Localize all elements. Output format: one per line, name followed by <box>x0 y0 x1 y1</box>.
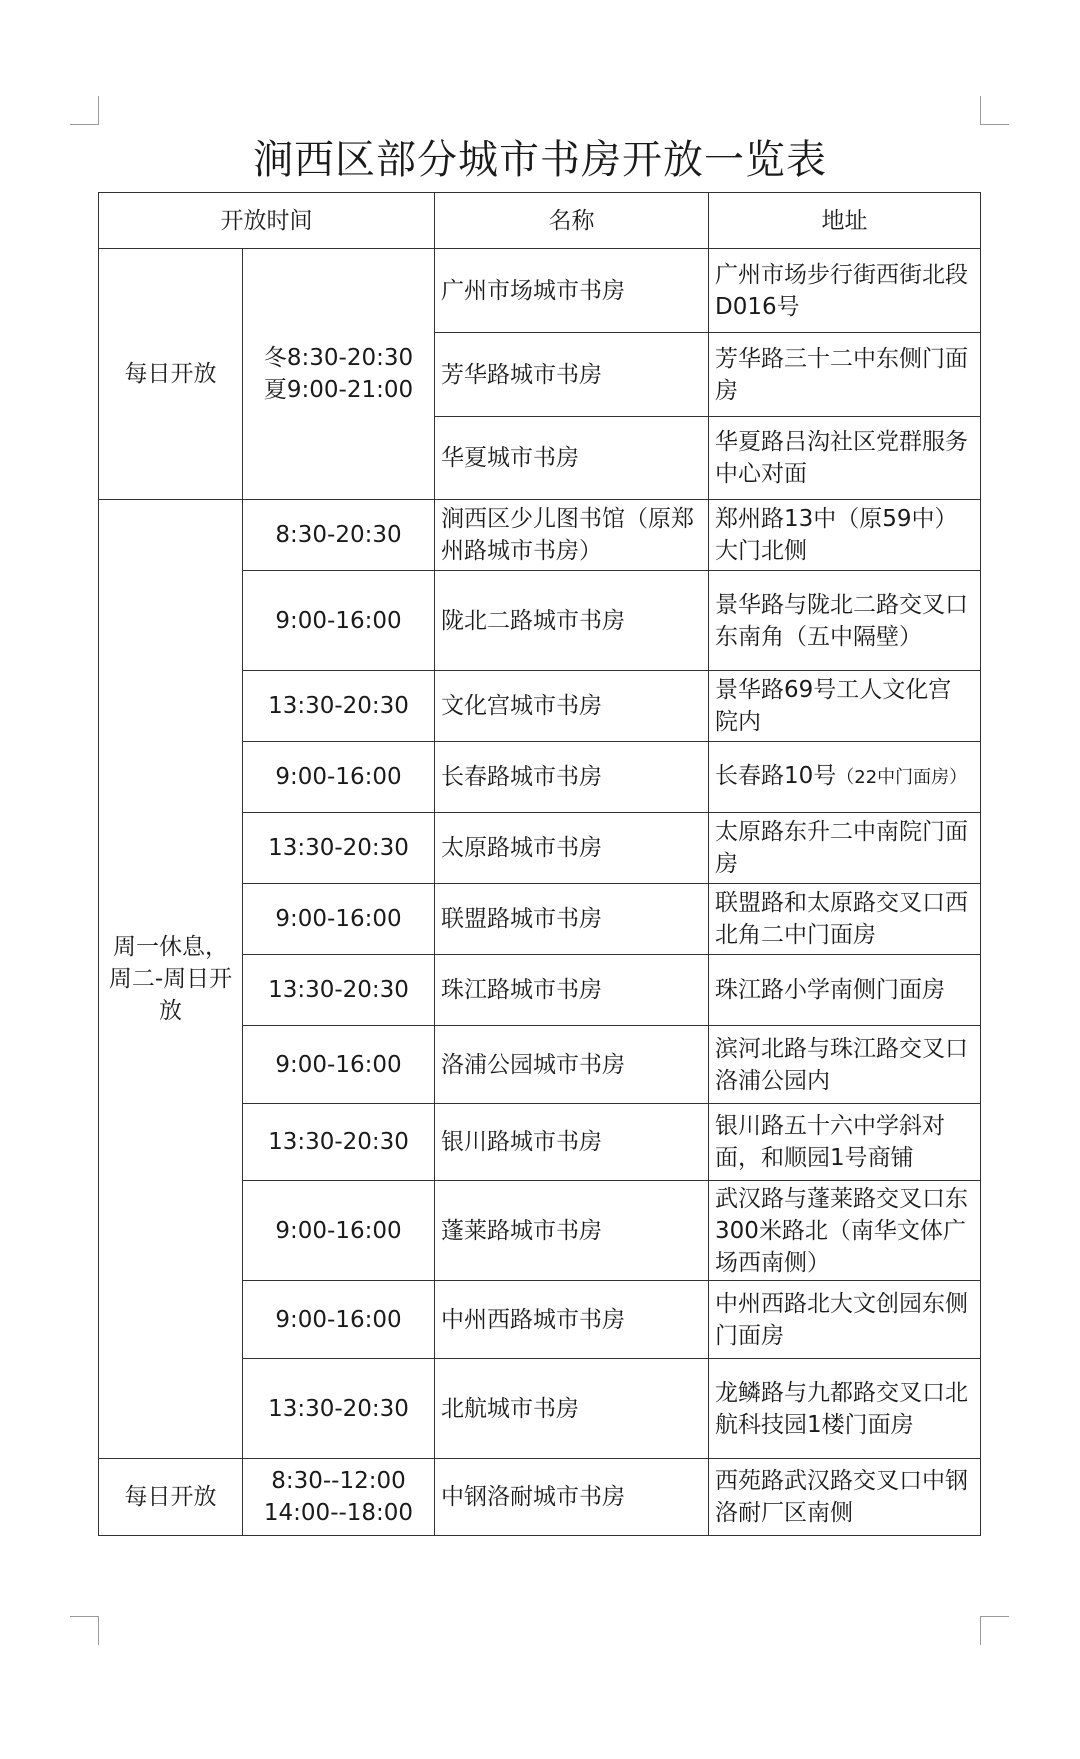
hours-cell: 9:00-16:00 <box>243 1181 435 1281</box>
room-name: 芳华路城市书房 <box>435 333 709 417</box>
room-address <box>709 742 981 813</box>
room-address: 中州西路北大文创园东侧门面房 <box>709 1281 981 1359</box>
room-name: 陇北二路城市书房 <box>435 571 709 671</box>
room-address: 太原路东升二中南院门面房 <box>709 813 981 884</box>
crop-mark-top-right <box>980 96 1009 125</box>
table-row <box>99 500 981 571</box>
header-address: 地址 <box>709 193 981 249</box>
room-name: 银川路城市书房 <box>435 1104 709 1181</box>
page-title: 涧西区部分城市书房开放一览表 <box>253 137 827 183</box>
header-name: 名称 <box>435 193 709 249</box>
room-address-main: 长春路10号 <box>715 763 837 789</box>
hours-summer: 夏9:00-21:00 <box>263 377 414 403</box>
hours-cell: 13:30-20:30 <box>243 1359 435 1459</box>
group-label: 每日开放 <box>99 249 243 500</box>
room-name: 华夏城市书房 <box>435 417 709 500</box>
hours-cell: 13:30-20:30 <box>243 671 435 742</box>
room-address: 芳华路三十二中东侧门面房 <box>709 333 981 417</box>
room-name: 北航城市书房 <box>435 1359 709 1459</box>
table-row <box>99 1459 981 1536</box>
study-room-table <box>98 192 981 1536</box>
hours-winter: 冬8:30-20:30 <box>263 345 414 371</box>
room-address: 滨河北路与珠江路交叉口洛浦公园内 <box>709 1026 981 1104</box>
hours-cell <box>243 249 435 500</box>
crop-mark-bottom-right <box>980 1616 1009 1645</box>
room-address: 郑州路13中（原59中）大门北侧 <box>709 500 981 571</box>
room-address: 珠江路小学南侧门面房 <box>709 955 981 1026</box>
room-address: 武汉路与蓬莱路交叉口东300米路北（南华文体广场西南侧） <box>709 1181 981 1281</box>
room-name: 广州市场城市书房 <box>435 249 709 333</box>
hours-cell: 9:00-16:00 <box>243 1026 435 1104</box>
room-name: 长春路城市书房 <box>435 742 709 813</box>
room-address: 广州市场步行街西街北段D016号 <box>709 249 981 333</box>
hours-cell <box>243 1459 435 1536</box>
room-name: 联盟路城市书房 <box>435 884 709 955</box>
hours-cell: 13:30-20:30 <box>243 813 435 884</box>
crop-mark-bottom-left <box>70 1616 99 1645</box>
hours-cell: 13:30-20:30 <box>243 1104 435 1181</box>
room-address-note: （22中门面房） <box>836 767 968 788</box>
room-address: 西苑路武汉路交叉口中钢洛耐厂区南侧 <box>709 1459 981 1536</box>
room-name: 洛浦公园城市书房 <box>435 1026 709 1104</box>
hours-cell: 9:00-16:00 <box>243 884 435 955</box>
header-row <box>99 193 981 249</box>
group-label: 每日开放 <box>99 1459 243 1536</box>
hours-cell: 9:00-16:00 <box>243 1281 435 1359</box>
room-name: 涧西区少儿图书馆（原郑州路城市书房） <box>435 500 709 571</box>
room-name: 中州西路城市书房 <box>435 1281 709 1359</box>
hours-afternoon: 14:00--18:00 <box>263 1500 414 1526</box>
hours-morning: 8:30--12:00 <box>271 1468 406 1494</box>
table-row <box>99 249 981 333</box>
room-name: 中钢洛耐城市书房 <box>435 1459 709 1536</box>
room-name: 珠江路城市书房 <box>435 955 709 1026</box>
header-hours: 开放时间 <box>99 193 435 249</box>
room-address: 联盟路和太原路交叉口西北角二中门面房 <box>709 884 981 955</box>
hours-cell: 13:30-20:30 <box>243 955 435 1026</box>
room-address: 景华路69号工人文化宫院内 <box>709 671 981 742</box>
room-name: 文化宫城市书房 <box>435 671 709 742</box>
hours-cell: 8:30-20:30 <box>243 500 435 571</box>
room-name: 太原路城市书房 <box>435 813 709 884</box>
crop-mark-top-left <box>70 96 99 125</box>
hours-cell: 9:00-16:00 <box>243 742 435 813</box>
room-address: 银川路五十六中学斜对面，和顺园1号商铺 <box>709 1104 981 1181</box>
room-name: 蓬莱路城市书房 <box>435 1181 709 1281</box>
room-address: 景华路与陇北二路交叉口东南角（五中隔壁） <box>709 571 981 671</box>
group-label: 周一休息，周二-周日开放 <box>99 500 243 1459</box>
hours-cell: 9:00-16:00 <box>243 571 435 671</box>
room-address: 华夏路吕沟社区党群服务中心对面 <box>709 417 981 500</box>
room-address: 龙鳞路与九都路交叉口北航科技园1楼门面房 <box>709 1359 981 1459</box>
